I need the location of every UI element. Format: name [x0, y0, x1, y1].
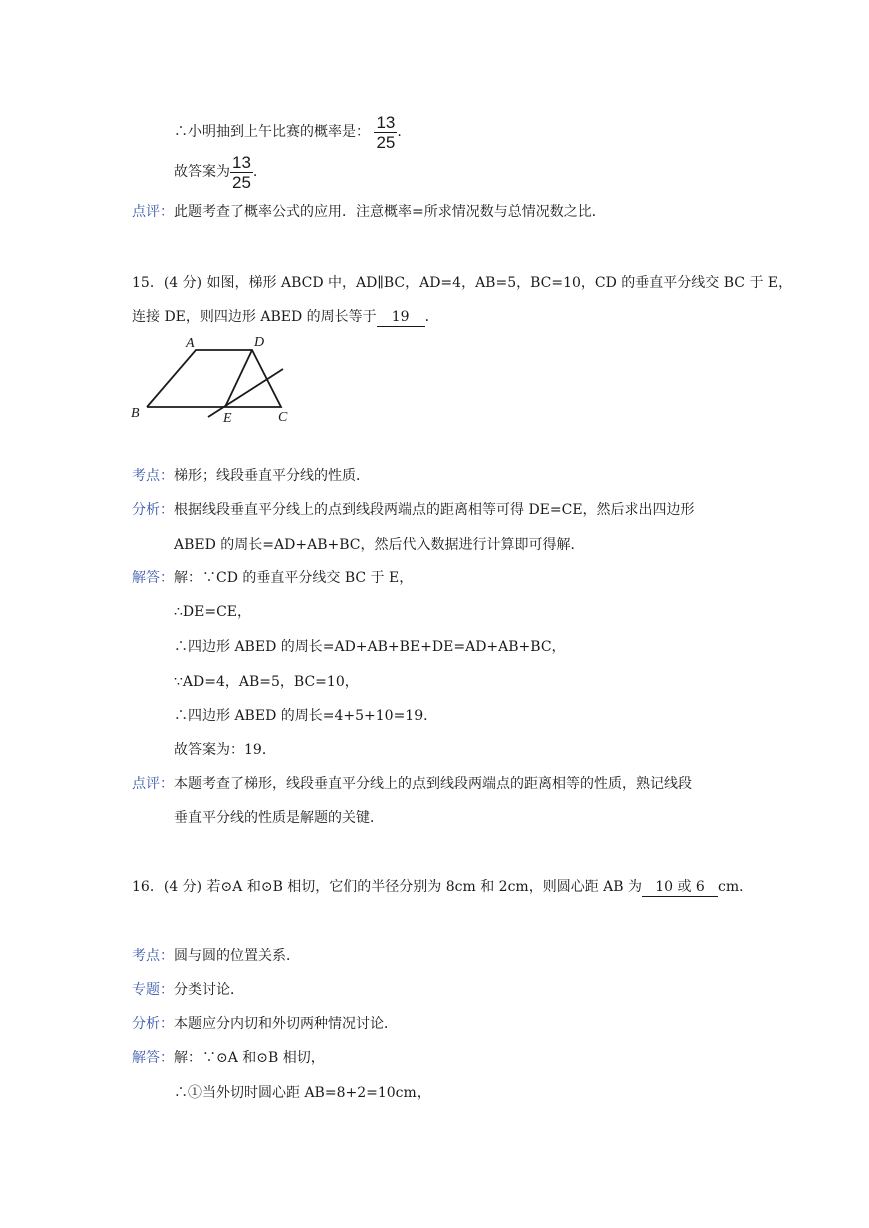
kaodian-tag: 考点： [132, 948, 174, 964]
zhuanti-text: 分类讨论． [174, 982, 244, 998]
dianping-tag: 点评： [132, 776, 174, 792]
q15-stem-line2 [132, 307, 439, 327]
fraction-denominator: 25 [376, 132, 396, 152]
trapezoid-outline [147, 350, 281, 407]
probability-line [174, 112, 402, 152]
comment-tag: 点评： [132, 204, 174, 220]
q15-dianping-line2: 垂直平分线的性质是解题的关键． [174, 810, 384, 826]
q15-jieda-line6: 故答案为：19． [174, 742, 276, 758]
q15-jieda-line5: ∴四边形 ABED 的周长=4+5+10=19． [174, 708, 438, 724]
label-c: C [278, 410, 288, 425]
kaodian-tag: 考点： [132, 468, 174, 484]
probability-text: ∴小明抽到上午比赛的概率是： [174, 124, 370, 140]
q16-answer-blank: 10 或 6 [642, 879, 718, 897]
q16-stem [132, 877, 753, 897]
comment-text: 此题考查了概率公式的应用．注意概率=所求情况数与总情况数之比． [174, 204, 606, 220]
q16-stem-end: cm． [718, 879, 754, 895]
fenxi-text: 本题应分内切和外切两种情况讨论． [174, 1016, 398, 1032]
q15-stem-text: 连接 DE，则四边形 ABED 的周长等于 [132, 309, 377, 325]
fraction-denominator: 25 [232, 172, 251, 192]
perpendicular-bisector [208, 369, 283, 417]
q16-fenxi [132, 1014, 398, 1034]
trapezoid-figure [128, 335, 298, 425]
q15-answer-blank: 19 [377, 309, 425, 327]
fenxi-tag: 分析： [132, 1016, 174, 1032]
label-d: D [254, 335, 265, 350]
q16-zhuanti [132, 980, 244, 1000]
q16-kaodian [132, 946, 300, 966]
q15-fenxi-line1 [132, 500, 695, 520]
q15-jieda-line2: ∴DE=CE， [174, 604, 252, 620]
jieda-text: 解：∵⊙A 和⊙B 相切， [174, 1050, 325, 1066]
comment-line [132, 202, 606, 222]
fenxi-tag: 分析： [132, 502, 174, 518]
q15-stem-end: ． [424, 309, 439, 325]
fraction-numerator: 13 [376, 112, 396, 132]
kaodian-text: 梯形；线段垂直平分线的性质． [174, 468, 370, 484]
kaodian-text: 圆与圆的位置关系． [174, 948, 300, 964]
period: . [397, 124, 402, 140]
q16-stem-text: 16．(4 分) 若⊙A 和⊙B 相切，它们的半径分别为 8cm 和 2cm，则圆心距 AB 为 [132, 879, 643, 895]
dianping-text: 本题考查了梯形，线段垂直平分线上的点到线段两端点的距离相等的性质，熟记线段 [174, 776, 692, 792]
answer-line [174, 152, 257, 192]
q16-jieda-line1 [132, 1048, 325, 1068]
jieda-tag: 解答： [132, 570, 174, 586]
jieda-text: 解：∵CD 的垂直平分线交 BC 于 E， [174, 570, 414, 586]
zhuanti-tag: 专题： [132, 982, 174, 998]
q16-jieda-line2: ∴①当外切时圆心距 AB=8+2=10cm， [174, 1085, 431, 1101]
q15-stem-line1: 15．(4 分) 如图，梯形 ABCD 中，AD∥BC，AD=4，AB=5，BC=10，CD 的垂直平分线交 BC 于 E， [132, 275, 793, 291]
answer-text: 故答案为 [174, 164, 230, 180]
label-a: A [186, 336, 195, 351]
period: . [252, 164, 258, 180]
label-e: E [223, 411, 232, 425]
q15-fenxi-line2: ABED 的周长=AD+AB+BC，然后代入数据进行计算即可得解． [174, 537, 585, 553]
q15-jieda-line3: ∴四边形 ABED 的周长=AD+AB+BE+DE=AD+AB+BC， [174, 639, 566, 655]
label-b: B [131, 406, 140, 421]
fraction-numerator: 13 [232, 152, 251, 172]
probability-fraction [374, 113, 397, 152]
jieda-tag: 解答： [132, 1050, 174, 1066]
q15-kaodian [132, 466, 370, 486]
q15-jieda-line1 [132, 568, 413, 588]
q15-dianping-line1 [132, 774, 692, 794]
fenxi-text: 根据线段垂直平分线上的点到线段两端点的距离相等可得 DE=CE，然后求出四边形 [174, 502, 695, 518]
q15-jieda-line4: ∵AD=4，AB=5，BC=10， [174, 674, 359, 690]
answer-fraction [230, 153, 253, 192]
